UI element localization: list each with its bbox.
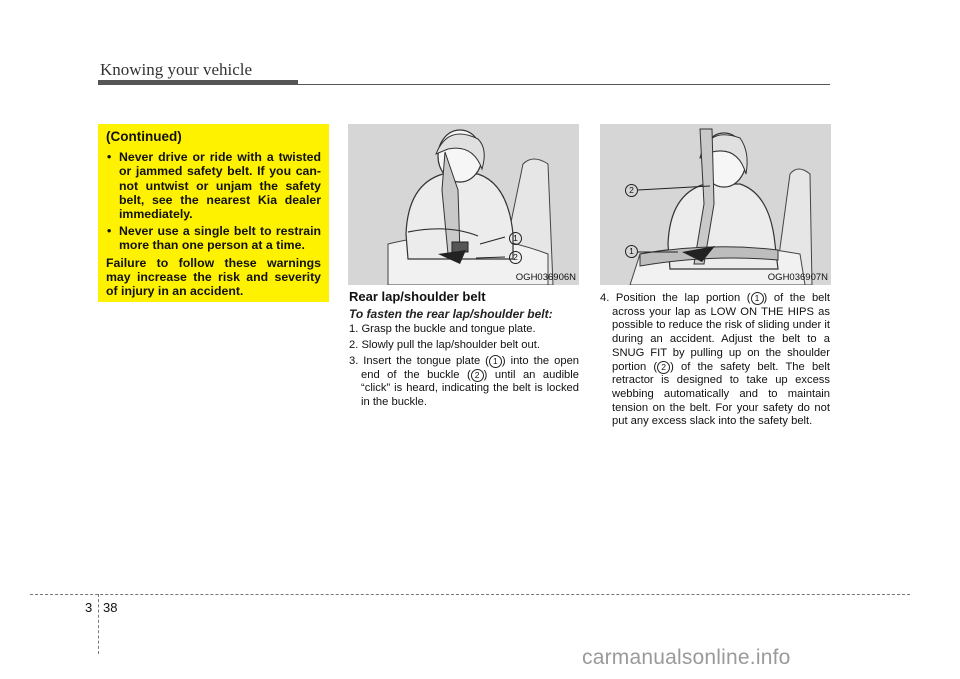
- callout-1: 1: [625, 245, 638, 258]
- footer-divider: [98, 594, 99, 654]
- step-1: 1. Grasp the buckle and tongue plate.: [349, 323, 536, 336]
- seat-belt-drawing-right: [600, 124, 831, 285]
- step-2: 2. Slowly pull the lap/shoulder belt out.: [349, 339, 540, 352]
- warning-box: [98, 124, 329, 302]
- rear-belt-buckling-illustration: [348, 124, 579, 285]
- circled-1: 1: [489, 355, 502, 368]
- page-header-title: Knowing your vehicle: [100, 60, 253, 79]
- page-number: 38: [103, 600, 118, 615]
- warning-footer: Failure to follow these warnings may increase the risk and severity of injury in an accident.: [106, 255, 321, 299]
- rear-belt-instructions: [349, 290, 579, 412]
- watermark: carmanualsonline.info: [582, 646, 791, 669]
- step-4: 4. Position the lap portion ( 1 ) of the belt across your lap as LOW ON THE HIPS as possible to reduce the risk of sliding under it during an accident. Adjust the belt to a SNUG FIT by pulling up on the shoulder portion ( 2 ) of the safety belt. The belt retractor is designed to take up excess webbing automatically and to maintain tension on the belt. For your safety do not put any excess slack into the safety belt.: [600, 292, 830, 428]
- circled-2: 2: [657, 361, 670, 374]
- header-rule: [98, 84, 830, 85]
- step-3: 3. Insert the tongue plate ( 1 ) into the open end of the buckle ( 2 ) until an audible “click” is heard, indicating the belt is locked in the buckle.: [349, 354, 580, 408]
- rear-belt-positioning-illustration: [600, 124, 831, 285]
- section-subheading: To fasten the rear lap/shoulder belt:: [349, 306, 553, 321]
- warning-bullet: • Never use a single belt to restrain more than one person at a time.: [106, 224, 321, 252]
- warning-title: (Continued): [106, 129, 182, 144]
- seat-belt-drawing-left: [348, 124, 579, 285]
- footer-rule: [30, 594, 910, 595]
- belt-positioning-instructions: [600, 292, 830, 431]
- chapter-number: 3: [85, 600, 93, 615]
- circled-2: 2: [471, 369, 484, 382]
- warning-bullet: • Never drive or ride with a twisted or jammed safety belt. If you can-not untwist or unjam the safety belt, see the nearest Kia dealer immediately.: [106, 150, 321, 221]
- figure-code: OGH036906N: [515, 272, 576, 283]
- warning-bullets: [106, 150, 321, 252]
- callout-2: 2: [625, 184, 638, 197]
- section-heading: Rear lap/shoulder belt: [349, 289, 486, 304]
- circled-1: 1: [751, 292, 764, 305]
- callout-1: 1: [509, 232, 522, 245]
- figure-code: OGH036907N: [767, 272, 828, 283]
- instruction-steps: [600, 292, 830, 429]
- callout-2: 2: [509, 251, 522, 264]
- instruction-steps: [349, 323, 579, 409]
